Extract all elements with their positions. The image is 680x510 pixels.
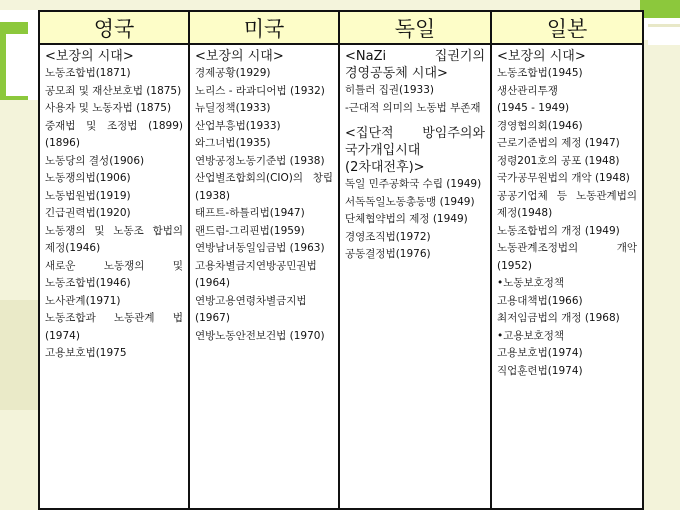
law-entry: 노사관계(1971): [45, 294, 121, 307]
law-entry: 최저임금법의 개정 (1968): [497, 312, 620, 324]
country-header-usa: 미국: [189, 11, 339, 44]
law-entry: 근로기준법의 제정 (1947): [497, 137, 620, 149]
law-entry: 노동관계조정법의 개악 (1952): [497, 242, 637, 272]
law-entry: 정령201호의 공포 (1948): [497, 154, 620, 167]
law-entry: 생산관리투쟁: [497, 84, 558, 97]
law-entry: 히틀러 집권(1933): [345, 84, 434, 96]
law-entry: 노동조합법의 개정 (1949): [497, 224, 620, 237]
decor-right-band: [640, 40, 680, 510]
law-entry: 노동쟁의 및 노동조 합법의 제정(1946): [45, 224, 183, 254]
law-entry: 와그너법(1935): [195, 137, 271, 149]
law-entry: 노동당의 결성(1906): [45, 154, 145, 167]
law-entry: -근대적 의미의 노동법 부존재: [345, 101, 481, 114]
law-entry: 국가공무원법의 개악 (1948): [497, 172, 630, 184]
law-entry: 뉴딜정책(1933): [195, 102, 271, 114]
section-gap: [345, 117, 485, 125]
law-entry: 연방공정노동기준법 (1938): [195, 154, 325, 167]
law-entry: 경제공황(1929): [195, 67, 271, 79]
law-entry: 노리스 - 라과디어법 (1932): [195, 84, 325, 97]
law-entry: 서독독일노동총동맹 (1949): [345, 195, 475, 208]
law-entry: 고용대책법(1966): [497, 294, 583, 307]
country-header-japan: 일본: [491, 11, 643, 44]
law-entry: 노동조합법(1871): [45, 67, 131, 79]
usa-cell: [189, 44, 339, 509]
header-row: [39, 11, 643, 44]
law-entry: 중재법 및 조정법 (1899) (1896): [45, 119, 183, 149]
law-entry: 연방남녀동일임금법 (1963): [195, 242, 325, 254]
country-header-germany: 독일: [339, 11, 491, 44]
law-entry: 공공기업체 등 노동관계법의 제정(1948): [497, 189, 637, 219]
decor-left-stripe: [0, 300, 40, 410]
country-header-uk: 영국: [39, 11, 189, 44]
law-entry: 연방노동안전보건법 (1970): [195, 329, 325, 342]
law-entry: 단체협약법의 제정 (1949): [345, 213, 468, 225]
law-entry: 고용차별금지연방공민권법(1964): [195, 259, 317, 289]
germany-cell: [339, 44, 491, 509]
law-entry: (1945 - 1949): [497, 102, 570, 114]
period-heading: <집단적 방임주의와 국가개입시대(2차대전후)>: [345, 126, 485, 175]
law-entry: 사용자 및 노동자법 (1875): [45, 102, 172, 114]
law-entry: 긴급권력법(1920): [45, 207, 131, 219]
japan-cell: [491, 44, 643, 509]
content-row: [39, 44, 643, 509]
law-entry: 랜드럼-그리핀법(1959): [195, 224, 305, 237]
decor-right-white-block: [648, 24, 680, 45]
law-entry: •노동보호정책: [497, 277, 565, 289]
law-entry: 새로운 노동쟁의 및 노동조합법(1946): [45, 259, 183, 289]
law-entry: 노동법원법(1919): [45, 189, 131, 202]
law-entry: 노동조합과 노동관계 법(1974): [45, 312, 183, 342]
law-entry: 산업별조합회의(CIO)의 창립(1938): [195, 172, 333, 202]
decor-top-band: [0, 0, 680, 10]
law-entry: 독일 민주공화국 수립 (1949): [345, 178, 482, 190]
period-heading: <보장의 시대>: [497, 49, 586, 64]
law-entry: 산업부흥법(1933): [195, 119, 281, 132]
period-heading: <NaZi 집권기의 경영공동체 시대>: [345, 49, 485, 81]
period-heading: <보장의 시대>: [45, 49, 134, 64]
law-entry: 경영협의회(1946): [497, 119, 583, 132]
law-entry: •고용보호정책: [497, 329, 565, 342]
law-entry: 공모죄 및 재산보호법 (1875): [45, 84, 182, 97]
law-entry: 노동쟁의법(1906): [45, 172, 131, 184]
law-entry: 직업훈련법(1974): [497, 364, 583, 377]
decor-right-green-block: [640, 0, 680, 18]
law-entry: 고용보호법(1975: [45, 347, 127, 359]
period-heading: <보장의 시대>: [195, 49, 284, 64]
law-entry: 노동조합법(1945): [497, 67, 583, 79]
law-entry: 연방고용연령차별금지법(1967): [195, 294, 307, 324]
law-entry: 경영조직법(1972): [345, 230, 431, 243]
uk-cell: [39, 44, 189, 509]
law-entry: 공동결정법(1976): [345, 248, 431, 260]
decor-left-white-block: [6, 34, 28, 96]
law-entry: 태프트-하틀리법(1947): [195, 207, 305, 219]
law-entry: 고용보호법(1974): [497, 347, 583, 359]
labor-law-history-table: [38, 10, 644, 510]
